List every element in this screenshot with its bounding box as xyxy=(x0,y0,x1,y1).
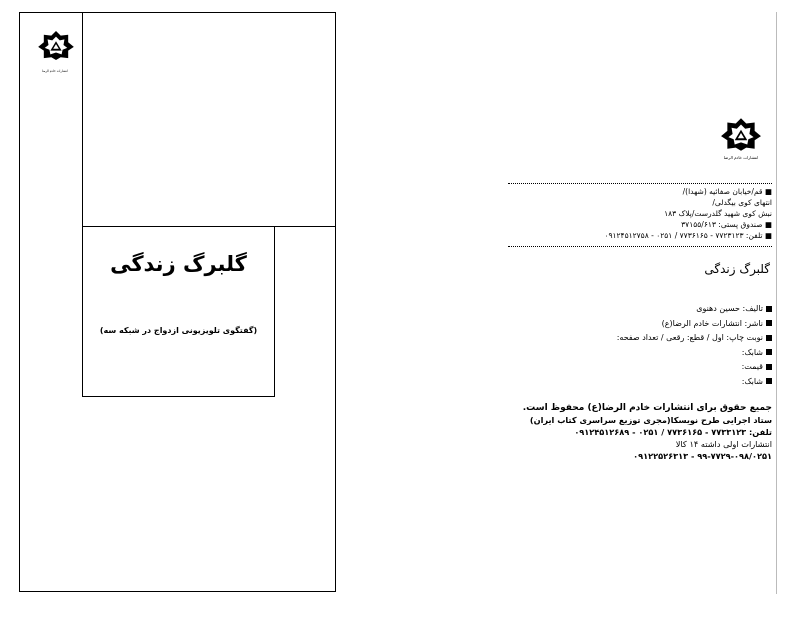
bullet-square-icon xyxy=(766,306,772,312)
dotted-separator xyxy=(508,183,772,184)
book-specs-list xyxy=(508,302,772,390)
page-edge-line xyxy=(776,12,777,594)
publisher-logo-icon xyxy=(720,117,762,151)
rights-line: ۹۹-۷۷۲۹-۰۹۸/۰۲۵۱ - ۰۹۱۲۲۵۲۶۳۱۳ xyxy=(633,451,772,461)
spec-item: نوبت چاپ: اول / قطع: رقعی / تعداد صفحه: xyxy=(508,331,772,346)
spec-item: شابک: xyxy=(508,346,772,361)
cover-subtitle: (گفتگوی تلویزیونی ازدواج در شبکه سه) xyxy=(99,326,258,335)
publisher-logo-icon xyxy=(37,30,75,60)
cover-divider-vertical xyxy=(82,12,83,227)
publisher-line: ■ تلفن: ۷۷۲۳۱۲۳ - ۷۷۳۶۱۶۵ / ۰۲۵۱ - ۰۹۱۲۴۵۱۲۷۵۸ xyxy=(604,231,772,240)
publisher-line: انتهای کوی بیگدلی/ xyxy=(712,198,772,207)
dotted-separator xyxy=(508,246,772,247)
spec-item: تالیف: حسین دهنوی xyxy=(508,302,772,317)
bullet-square-icon xyxy=(766,364,772,370)
rights-title: جمیع حقوق برای انتشارات خادم الرضا(ع) محفوظ است. xyxy=(522,403,772,413)
rights-line: تلفن: ۷۷۳۳۱۲۳ - ۷۷۳۶۱۶۵ / ۰۲۵۱ - ۰۹۱۲۴۵۱۲۶۸۹ xyxy=(574,427,772,437)
cover-logo-caption: انتشارات خادم الرضا xyxy=(41,69,68,73)
bullet-square-icon xyxy=(766,335,772,341)
cover-divider-horizontal xyxy=(274,226,336,227)
colophon-book-title: گلبرگ زندگی xyxy=(704,262,770,276)
cover-title: گلبرگ زندگی xyxy=(110,252,247,276)
bullet-square-icon xyxy=(766,349,772,355)
colophon-logo-caption: انتشارات خادم الرضا xyxy=(723,155,759,160)
bullet-square-icon xyxy=(766,320,772,326)
rights-line: انتشارات اولی داشته ۱۴ کالا xyxy=(675,439,772,449)
publisher-line: نبش کوی شهید گلدرست/پلاک ۱۸۳ xyxy=(664,209,772,218)
bullet-square-icon xyxy=(766,378,772,384)
publisher-line: ■ صندوق پستی: ۳۷۱۵۵/۶۱۳ xyxy=(681,220,772,229)
spec-item: ناشر: انتشارات خادم الرضا(ع) xyxy=(508,317,772,332)
publisher-line: ■ قم/خیابان صفائیه (شهدا)/ xyxy=(682,187,772,196)
rights-line: ستاد اجرایی طرح نویسکا(مجری توزیع سراسری کتاب ایران) xyxy=(529,415,772,425)
publisher-address-block xyxy=(508,186,772,241)
spec-item: شابک: xyxy=(508,375,772,390)
rights-block xyxy=(470,402,772,462)
spec-item: قیمت: xyxy=(508,360,772,375)
